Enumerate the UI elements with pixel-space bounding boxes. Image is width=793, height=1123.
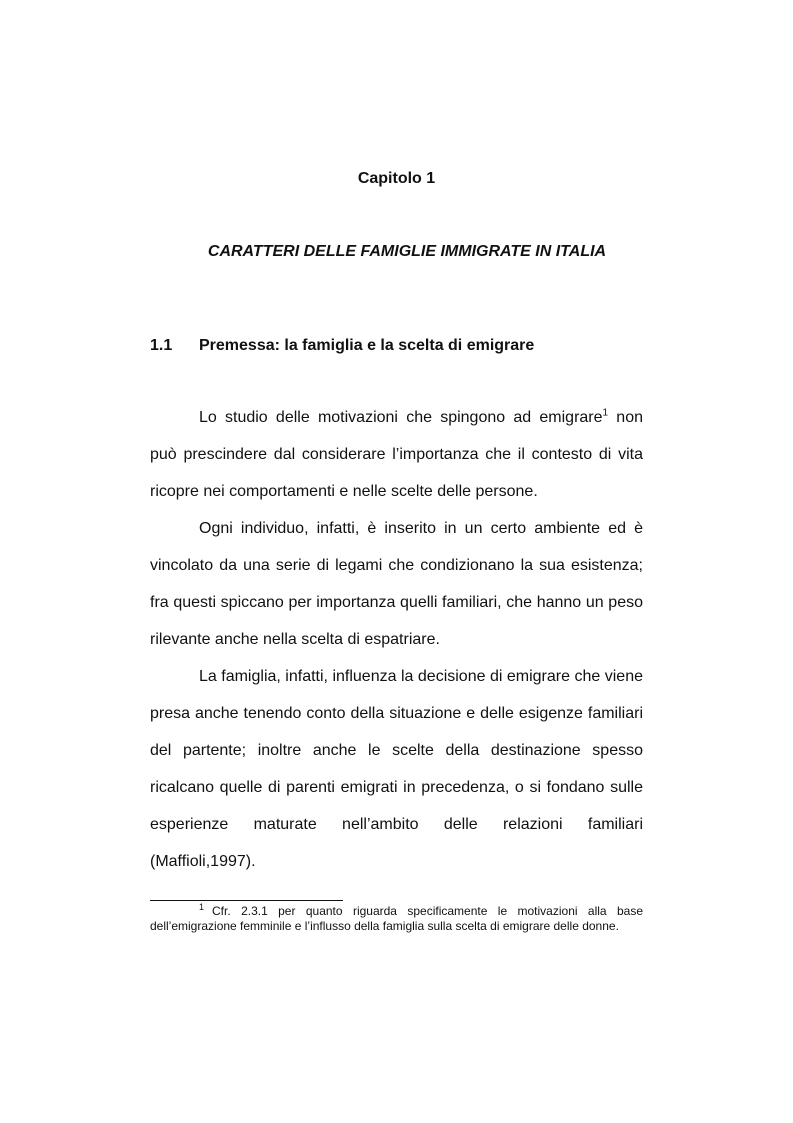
chapter-title: CARATTERI DELLE FAMIGLIE IMMIGRATE IN ITALIA [207, 243, 607, 260]
section-number: 1.1 [150, 337, 173, 354]
paragraph-1-end: non può prescindere dal considerare l’importanza che il contesto di vita ricopre nei comportamenti e nelle scelte delle persone. [150, 409, 644, 500]
body-text [150, 399, 643, 880]
paragraph-1 [150, 399, 643, 510]
paragraph-2: Ogni individuo, infatti, è inserito in un certo ambiente ed è vincolato da una serie di legami che condizionano la sua esistenza; fra questi spiccano per importanza quelli familiari, che hanno un peso rilevante anche nella scelta di espatriare. [150, 520, 643, 648]
paragraph-3-end: (Maffioli,1997). [150, 853, 256, 870]
footnote: 1 Cfr. 2.3.1 per quanto riguarda specificamente le motivazioni alla base dell’emigrazione femminile e l’influsso della famiglia sulla scelta di emigrare delle donne. [150, 902, 643, 933]
section-title: Premessa: la famiglia e la scelta di emigrare [199, 337, 535, 354]
paragraph-1-start: Lo studio delle motivazioni che spingono ad emigrare [199, 409, 603, 426]
footnote-reference: 1 [602, 407, 609, 419]
paragraph-3-main: La famiglia, infatti, influenza la decisione di emigrare che viene presa anche tenendo conto della situazione e delle esigenze familiari del partente; inoltre anche le scelte della destinazione spesso ricalcano quelle di parenti emigrati in precedenza, o si fondano sulle esperienze maturate nell’ambito delle relazioni familiari [150, 668, 643, 833]
footnote-separator [150, 900, 343, 901]
chapter-label: Capitolo 1 [357, 170, 436, 187]
section-heading [150, 337, 643, 355]
footnote-text: Cfr. 2.3.1 per quanto riguarda specificamente le motivazioni alla base dell’emigrazione femminile e l’influsso della famiglia sulla scelta di emigrare delle donne. [150, 904, 643, 933]
